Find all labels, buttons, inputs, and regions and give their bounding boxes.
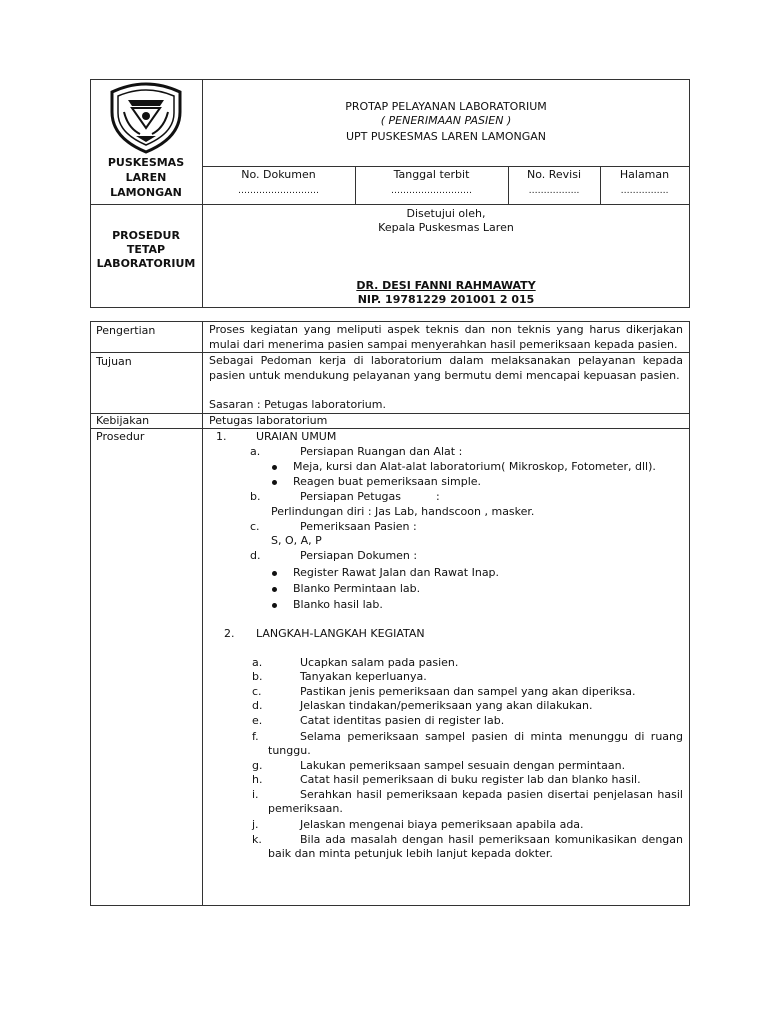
step-f-letter: f. xyxy=(252,730,259,743)
field-no-dokumen-label: No. Dokumen xyxy=(241,168,316,181)
step-e-text: Catat identitas pasien di register lab. xyxy=(300,714,505,727)
step-d-text: Jelaskan tindakan/pemeriksaan yang akan dilakukan. xyxy=(300,699,593,712)
step-c-letter: c. xyxy=(252,685,262,698)
header-border-top xyxy=(90,79,690,80)
field-tanggal-label: Tanggal terbit xyxy=(393,168,470,181)
section-name-line1: PROSEDUR xyxy=(112,229,180,242)
bullet xyxy=(272,465,277,470)
section-1-number: 1. xyxy=(216,430,227,443)
field-halaman-label: Halaman xyxy=(619,168,670,181)
step-j-letter: j. xyxy=(252,818,259,831)
step-h-letter: h. xyxy=(252,773,263,786)
item-c-text: Pemeriksaan Pasien : xyxy=(300,520,417,533)
docfields-top-line xyxy=(202,166,690,167)
body-border-left xyxy=(90,321,91,906)
item-b-colon: : xyxy=(436,490,440,503)
org-name-line3: LAMONGAN xyxy=(110,186,182,199)
step-k-letter: k. xyxy=(252,833,262,846)
step-f-text-cont: tunggu. xyxy=(268,744,311,757)
step-k-text-cont: baik dan minta petunjuk lebih lanjut kepada dokter. xyxy=(268,847,553,860)
bullet xyxy=(272,480,277,485)
item-c-letter: c. xyxy=(250,520,260,533)
item-a-text: Persiapan Ruangan dan Alat : xyxy=(300,445,463,458)
label-pengertian: Pengertian xyxy=(96,324,156,337)
item-a-bullet-2: Reagen buat pemeriksaan simple. xyxy=(293,475,482,488)
step-h-text: Catat hasil pemeriksaan di buku register lab dan blanko hasil. xyxy=(300,773,641,786)
step-e-letter: e. xyxy=(252,714,263,727)
approval-position: Kepala Puskesmas Laren xyxy=(378,221,514,234)
section-2-number: 2. xyxy=(224,627,235,640)
step-g-text: Lakukan pemeriksaan sampel sesuain dengan permintaan. xyxy=(300,759,626,772)
label-tujuan: Tujuan xyxy=(96,355,132,368)
section-2-title: LANGKAH-LANGKAH KEGIATAN xyxy=(256,627,425,640)
doc-title: PROTAP PELAYANAN LABORATORIUM xyxy=(345,100,547,113)
tujuan-text: Sebagai Pedoman kerja di laboratorium dalam melaksanakan pelayanan kepada pasien untuk mendukung pelayanan yang bermutu demi mencapai kepuasan pasien. xyxy=(209,354,683,382)
body-col-divider xyxy=(202,321,203,906)
body-border-bottom xyxy=(90,905,690,906)
item-d-bullet-3: Blanko hasil lab. xyxy=(293,598,383,611)
body-border-top xyxy=(90,321,690,322)
item-d-text: Persiapan Dokumen : xyxy=(300,549,418,562)
item-d-bullet-2: Blanko Permintaan lab. xyxy=(293,582,421,595)
step-i-text-cont: pemeriksaan. xyxy=(268,802,343,815)
body-border-right xyxy=(689,321,690,906)
step-i-text: Serahkan hasil pemeriksaan kepada pasien disertai penjelasan hasil xyxy=(300,788,683,801)
bullet xyxy=(272,587,277,592)
puskesmas-logo xyxy=(106,82,186,154)
step-b-text: Tanyakan keperluanya. xyxy=(300,670,427,683)
step-j-text: Jelaskan mengenai biaya pemeriksaan apabila ada. xyxy=(300,818,584,831)
step-b-letter: b. xyxy=(252,670,263,683)
sasaran-text: Sasaran : Petugas laboratorium. xyxy=(209,398,386,411)
section-name-line3: LABORATORIUM xyxy=(96,257,196,270)
field-halaman-value: ……………. xyxy=(620,186,669,196)
label-prosedur: Prosedur xyxy=(96,430,145,443)
bullet xyxy=(272,571,277,576)
item-a-letter: a. xyxy=(250,445,261,458)
signer-nip: NIP. 19781229 201001 2 015 xyxy=(357,293,535,306)
approval-label: Disetujui oleh, xyxy=(406,207,486,220)
field-revisi-value: …………….. xyxy=(528,186,580,196)
step-a-text: Ucapkan salam pada pasien. xyxy=(300,656,459,669)
org-name-line1: PUSKESMAS xyxy=(107,156,185,169)
step-c-text: Pastikan jenis pemeriksaan dan sampel yang akan diperiksa. xyxy=(300,685,636,698)
item-a-bullet-1: Meja, kursi dan Alat-alat laboratorium( Mikroskop, Fotometer, dll). xyxy=(293,460,656,473)
step-k-text: Bila ada masalah dengan hasil pemeriksaan komunikasikan dengan xyxy=(300,833,683,846)
signer-name: DR. DESI FANNI RAHMAWATY xyxy=(356,279,536,292)
item-d-letter: d. xyxy=(250,549,261,562)
field-revisi-label: No. Revisi xyxy=(526,168,582,181)
header-row-divider xyxy=(90,204,690,205)
step-f-text: Selama pemeriksaan sampel pasien di minta menunggu di ruang xyxy=(300,730,683,743)
field-tanggal-value: ……………………… xyxy=(391,186,472,196)
item-b-letter: b. xyxy=(250,490,261,503)
label-kebijakan: Kebijakan xyxy=(96,414,150,427)
doc-institution: UPT PUSKESMAS LAREN LAMONGAN xyxy=(346,130,546,143)
item-b-text: Persiapan Petugas xyxy=(300,490,401,503)
item-b-sub: Perlindungan diri : Jas Lab, handscoon , masker. xyxy=(271,505,535,518)
row-divider-3 xyxy=(90,428,690,429)
row-divider-2 xyxy=(90,413,690,414)
row-divider-1 xyxy=(90,352,690,353)
doc-subtitle: ( PENERIMAAN PASIEN ) xyxy=(380,114,512,127)
field-no-dokumen-value: ……………………… xyxy=(238,186,319,196)
section-name-line2: TETAP xyxy=(126,243,166,256)
step-d-letter: d. xyxy=(252,699,263,712)
org-name-line2: LAREN xyxy=(125,171,167,184)
bullet xyxy=(272,603,277,608)
item-d-bullet-1: Register Rawat Jalan dan Rawat Inap. xyxy=(293,566,500,579)
step-g-letter: g. xyxy=(252,759,263,772)
step-i-letter: i. xyxy=(252,788,259,801)
item-c-sub: S, O, A, P xyxy=(271,534,322,547)
header-border-bottom xyxy=(90,307,690,308)
step-a-letter: a. xyxy=(252,656,263,669)
kebijakan-text: Petugas laboratorium xyxy=(209,414,328,427)
section-1-title: URAIAN UMUM xyxy=(256,430,337,443)
pengertian-text: Proses kegiatan yang meliputi aspek teknis dan non teknis yang harus dikerjakan mulai dari menerima pasien sampai menyerahkan hasil pemeriksaan kepada pasien. xyxy=(209,323,683,351)
